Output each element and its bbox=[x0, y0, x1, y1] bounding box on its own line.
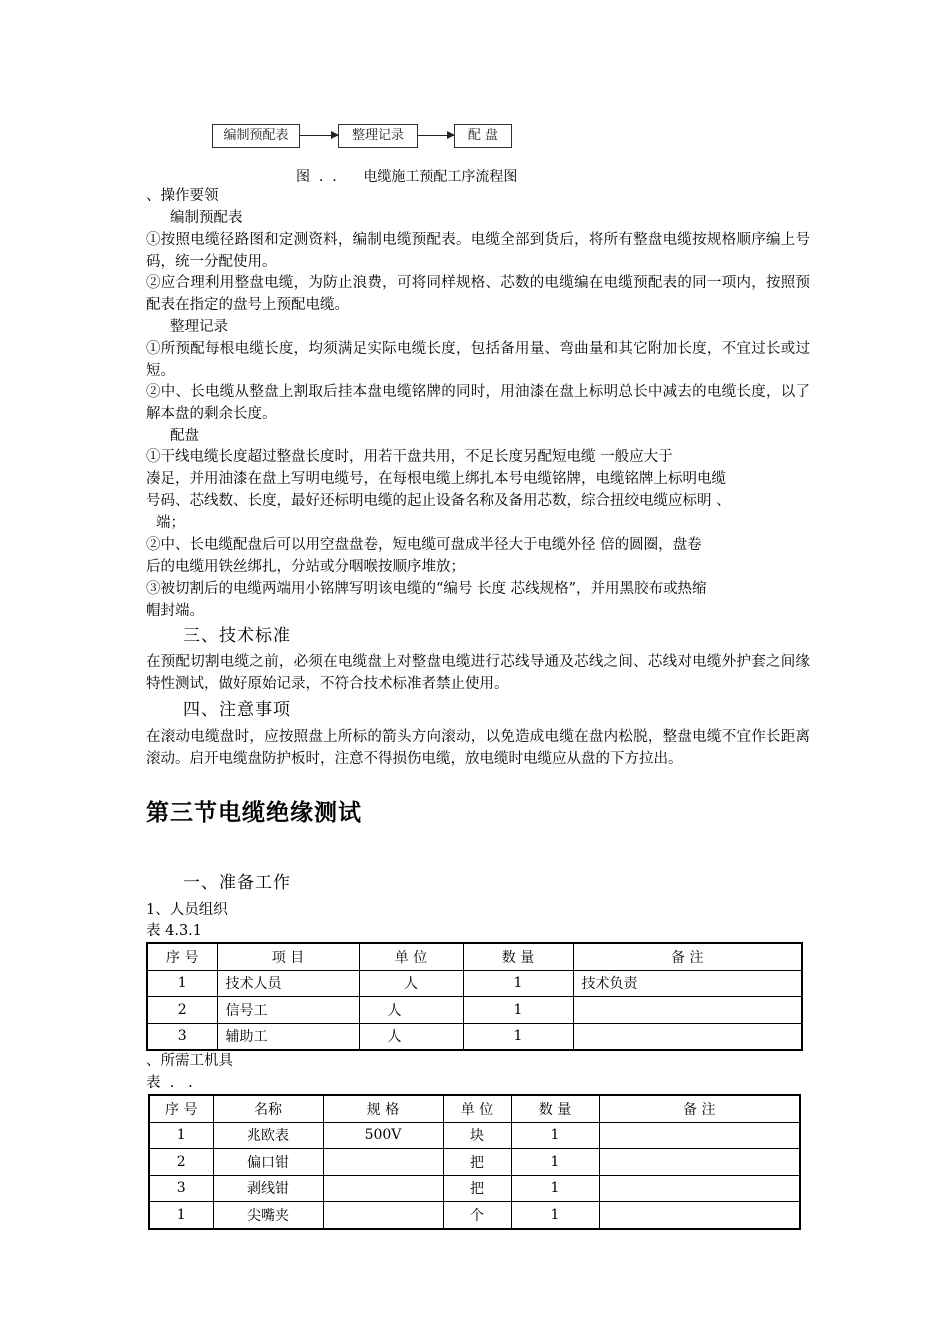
table-cell: 兆欧表 bbox=[213, 1122, 323, 1149]
section-heading-technical-standard: 三、技术标准 bbox=[183, 626, 291, 646]
paragraph-reel-1-line3: 号码、芯线数、长度，最好还标明电缆的起止设备名称及备用芯数，综合扭绞电缆应标明 、 bbox=[146, 493, 731, 509]
table-cell: 把 bbox=[443, 1149, 511, 1176]
paragraph-compile-1: ①按照电缆径路图和定测资料，编制电缆预配表。电缆全部到货后，将所有整盘电缆按规格顺序编上号码，统一分配使用。 bbox=[146, 232, 810, 270]
table-cell: 1 bbox=[463, 997, 573, 1024]
table-cell: 3 bbox=[147, 1023, 217, 1050]
paragraph-technical-standard: 在预配切割电缆之前，必须在电缆盘上对整盘电缆进行芯线导通及芯线之间、芯线对电缆外护套之间缘特性测试，做好原始记录，不符合技术标准者禁止使用。 bbox=[146, 654, 810, 692]
table-cell: 辅助工 bbox=[217, 1023, 359, 1050]
table-cell bbox=[323, 1149, 443, 1176]
table-row bbox=[147, 970, 802, 997]
header-cell: 单 位 bbox=[443, 1095, 511, 1122]
table-row bbox=[149, 1175, 800, 1202]
table2-label: 表 . . bbox=[146, 1075, 193, 1091]
section-heading-operations: 、操作要领 bbox=[146, 188, 219, 204]
paragraph-reel-2-line2: 后的电缆用铁丝绑扎，分站或分咽喉按顺序堆放； bbox=[146, 559, 465, 575]
table-cell: 1 bbox=[147, 970, 217, 997]
table-row bbox=[147, 1023, 802, 1050]
table-cell: 500V bbox=[323, 1122, 443, 1149]
header-cell: 备 注 bbox=[599, 1095, 800, 1122]
header-cell: 备 注 bbox=[573, 943, 802, 970]
table-cell bbox=[573, 1023, 802, 1050]
paragraph-reel-1-line1: ①干线电缆长度超过整盘长度时，用若干盘共用，不足长度另配短电缆 一般应大于 bbox=[146, 449, 673, 465]
table-cell: 技术负责 bbox=[573, 970, 802, 997]
table-cell: 偏口钳 bbox=[213, 1149, 323, 1176]
table-cell: 信号工 bbox=[217, 997, 359, 1024]
subheading-staff: 1、人员组织 bbox=[146, 902, 228, 918]
paragraph-reel-2-line1: ②中、长电缆配盘后可以用空盘盘卷，短电缆可盘成半径大于电缆外径 倍的圆圈，盘卷 bbox=[146, 537, 702, 553]
table-cell: 把 bbox=[443, 1175, 511, 1202]
table-cell bbox=[599, 1175, 800, 1202]
table-cell: 人 bbox=[359, 997, 463, 1024]
table-cell: 2 bbox=[149, 1149, 213, 1176]
table-cell: 技术人员 bbox=[217, 970, 359, 997]
table-cell bbox=[323, 1202, 443, 1229]
table-cell bbox=[323, 1175, 443, 1202]
header-cell: 项 目 bbox=[217, 943, 359, 970]
flow-arrow-2 bbox=[418, 135, 454, 136]
table-header-row bbox=[147, 943, 802, 970]
flow-step-organize-records: 整理记录 bbox=[338, 124, 418, 148]
table-cell bbox=[599, 1149, 800, 1176]
paragraph-reel-1-line4: 端； bbox=[156, 515, 185, 531]
flow-step-match-reel: 配 盘 bbox=[454, 124, 512, 148]
table-row bbox=[149, 1149, 800, 1176]
table-row bbox=[147, 997, 802, 1024]
flow-arrow-1 bbox=[300, 135, 338, 136]
header-cell: 数 量 bbox=[511, 1095, 599, 1122]
table1-label: 表 4.3.1 bbox=[146, 923, 203, 939]
table-cell: 1 bbox=[463, 1023, 573, 1050]
table-cell: 1 bbox=[463, 970, 573, 997]
table-header-row bbox=[149, 1095, 800, 1122]
table-cell: 2 bbox=[147, 997, 217, 1024]
table-cell: 人 bbox=[359, 970, 463, 997]
table-cell: 1 bbox=[511, 1202, 599, 1229]
table-cell: 人 bbox=[359, 1023, 463, 1050]
tools-table bbox=[148, 1094, 801, 1230]
paragraph-records-1: ①所预配每根电缆长度，均须满足实际电缆长度，包括备用量、弯曲量和其它附加长度，不宜过长或过短。 bbox=[146, 341, 810, 379]
header-cell: 数 量 bbox=[463, 943, 573, 970]
header-cell: 规 格 bbox=[323, 1095, 443, 1122]
header-cell: 单 位 bbox=[359, 943, 463, 970]
table-cell: 1 bbox=[511, 1122, 599, 1149]
paragraph-reel-1-line2: 凑足，并用油漆在盘上写明电缆号，在每根电缆上绑扎本号电缆铭牌，电缆铭牌上标明电缆 bbox=[146, 471, 726, 487]
table-cell: 1 bbox=[149, 1202, 213, 1229]
subheading-tools: 、所需工机具 bbox=[146, 1053, 233, 1069]
table-cell: 个 bbox=[443, 1202, 511, 1229]
table-cell bbox=[599, 1202, 800, 1229]
flow-step-compile-table: 编制预配表 bbox=[212, 124, 300, 148]
paragraph-notes: 在滚动电缆盘时，应按照盘上所标的箭头方向滚动，以免造成电缆在盘内松脱，整盘电缆不宜作长距离滚动。启开电缆盘防护板时，注意不得损伤电缆，放电缆时电缆应从盘的下方拉出。 bbox=[146, 729, 810, 767]
subheading-compile-table: 编制预配表 bbox=[170, 210, 243, 226]
figure-caption: 图 . . 电缆施工预配工序流程图 bbox=[296, 169, 518, 185]
paragraph-compile-2: ②应合理利用整盘电缆，为防止浪费，可将同样规格、芯数的电缆编在电缆预配表的同一项内，按照预配表在指定的盘号上预配电缆。 bbox=[146, 275, 810, 313]
table-cell: 剥线钳 bbox=[213, 1175, 323, 1202]
table-cell: 1 bbox=[511, 1175, 599, 1202]
subheading-match-reel: 配盘 bbox=[170, 428, 199, 444]
table-cell: 1 bbox=[511, 1149, 599, 1176]
section-heading-notes: 四、注意事项 bbox=[183, 700, 291, 720]
paragraph-records-2: ②中、长电缆从整盘上割取后挂本盘电缆铭牌的同时，用油漆在盘上标明总长中减去的电缆长度，以了解本盘的剩余长度。 bbox=[146, 384, 810, 422]
table-cell: 3 bbox=[149, 1175, 213, 1202]
table-cell: 尖嘴夹 bbox=[213, 1202, 323, 1229]
table-row bbox=[149, 1122, 800, 1149]
section-heading-preparation: 一、准备工作 bbox=[183, 873, 291, 893]
chapter-title: 第三节电缆绝缘测试 bbox=[146, 800, 362, 826]
table-cell bbox=[599, 1122, 800, 1149]
paragraph-reel-3-line2: 帽封端。 bbox=[146, 603, 204, 619]
table-cell bbox=[573, 997, 802, 1024]
header-cell: 序 号 bbox=[149, 1095, 213, 1122]
table-cell: 1 bbox=[149, 1122, 213, 1149]
table-row bbox=[149, 1202, 800, 1229]
header-cell: 名称 bbox=[213, 1095, 323, 1122]
table-cell: 块 bbox=[443, 1122, 511, 1149]
header-cell: 序 号 bbox=[147, 943, 217, 970]
staff-table bbox=[146, 942, 803, 1051]
paragraph-reel-3-line1: ③被切割后的电缆两端用小铭牌写明该电缆的“编号 长度 芯线规格”，并用黑胶布或热缩 bbox=[146, 581, 707, 597]
subheading-organize-records: 整理记录 bbox=[170, 319, 228, 335]
